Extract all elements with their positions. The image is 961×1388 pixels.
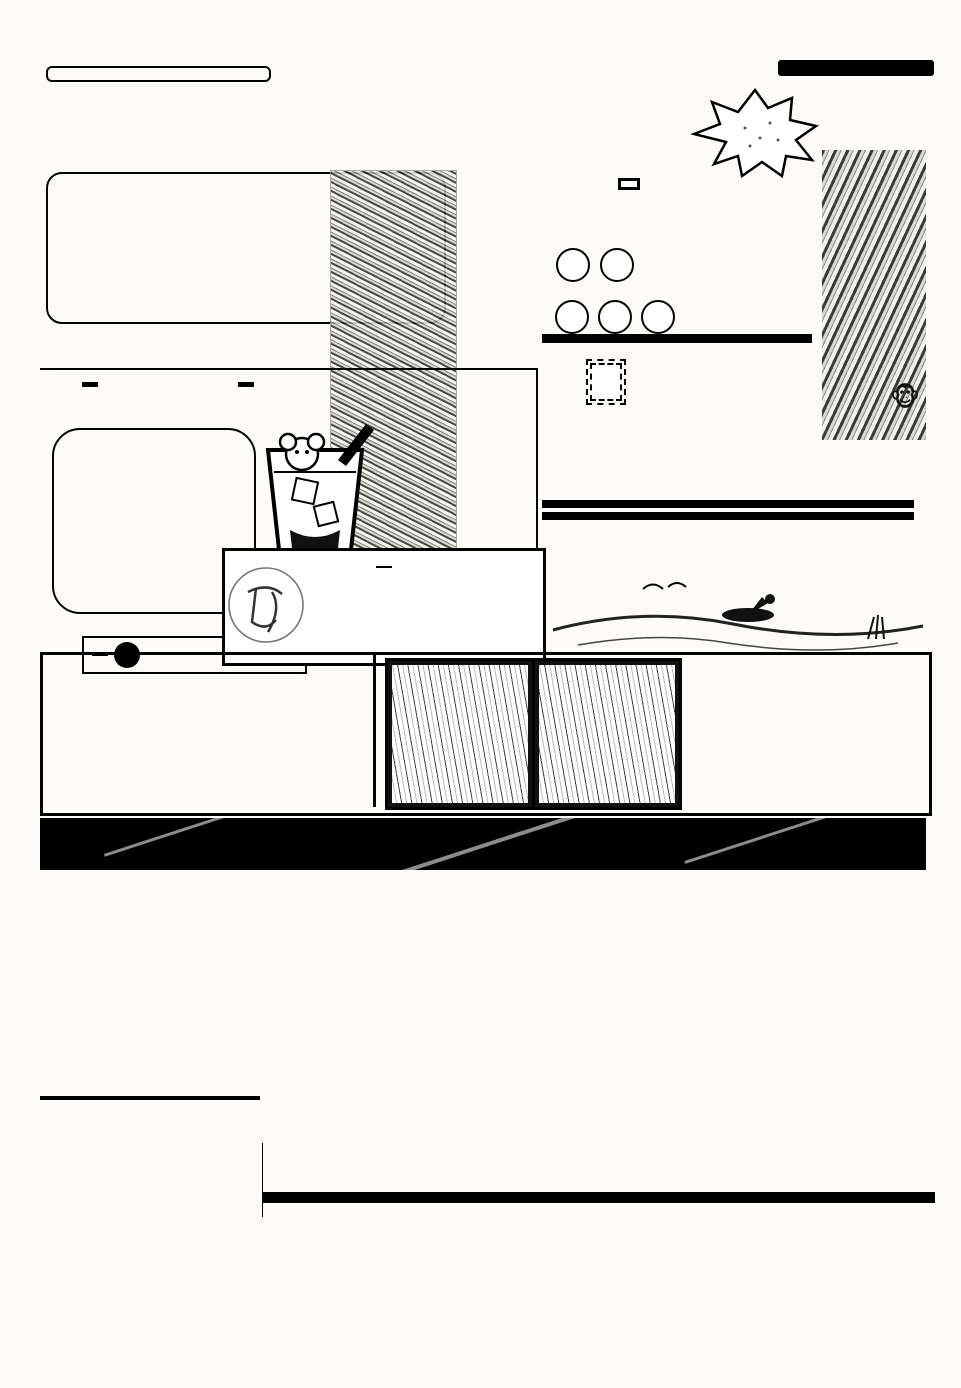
number-matrix	[262, 1143, 935, 1217]
left-border-strip	[2, 44, 36, 1344]
chuandian-bar1	[542, 500, 914, 508]
chuandian-bar2	[542, 512, 914, 520]
stat-row-extra	[263, 1204, 935, 1217]
signature-stamp	[226, 562, 306, 648]
code-number	[376, 566, 392, 568]
top-border-strip	[0, 6, 961, 36]
chuandian-title-box	[590, 368, 622, 397]
stat-row-gap	[263, 1165, 935, 1178]
matrix-footer-numbers	[263, 1154, 935, 1165]
tarot-card-temperance	[532, 658, 682, 810]
starburst-badge	[690, 88, 820, 178]
authenticity-badge	[778, 60, 934, 76]
bubble-tegong	[64, 436, 244, 467]
monkey-icon: 🐵	[890, 382, 921, 412]
history-table	[40, 1096, 260, 1100]
bignum-header	[82, 378, 98, 387]
matrix-header-numbers	[263, 1143, 935, 1154]
history-title	[40, 1096, 260, 1100]
tema-num2	[598, 300, 632, 334]
matrix-black-bar	[263, 1192, 935, 1203]
bottom-border-strip	[0, 1358, 961, 1384]
slogan-box	[618, 178, 640, 190]
tarot-card-magician	[385, 658, 535, 810]
wangbang-num1	[556, 248, 590, 282]
pond-scene	[548, 575, 928, 660]
divider-bar	[542, 334, 812, 343]
chuandian-title	[590, 363, 622, 401]
tema-num3	[641, 300, 675, 334]
corner-promo-box	[46, 66, 271, 82]
wangbang-line	[548, 248, 636, 282]
tarot-title	[43, 655, 373, 659]
evennum-header	[238, 378, 254, 387]
trend-badges	[180, 1012, 960, 1098]
wangbang-num2	[600, 248, 634, 282]
stat-row-count	[263, 1178, 935, 1191]
tema-line	[548, 300, 677, 334]
fanned-cards	[790, 716, 930, 806]
tema-num1	[555, 300, 589, 334]
tarot-title-box	[43, 655, 376, 807]
